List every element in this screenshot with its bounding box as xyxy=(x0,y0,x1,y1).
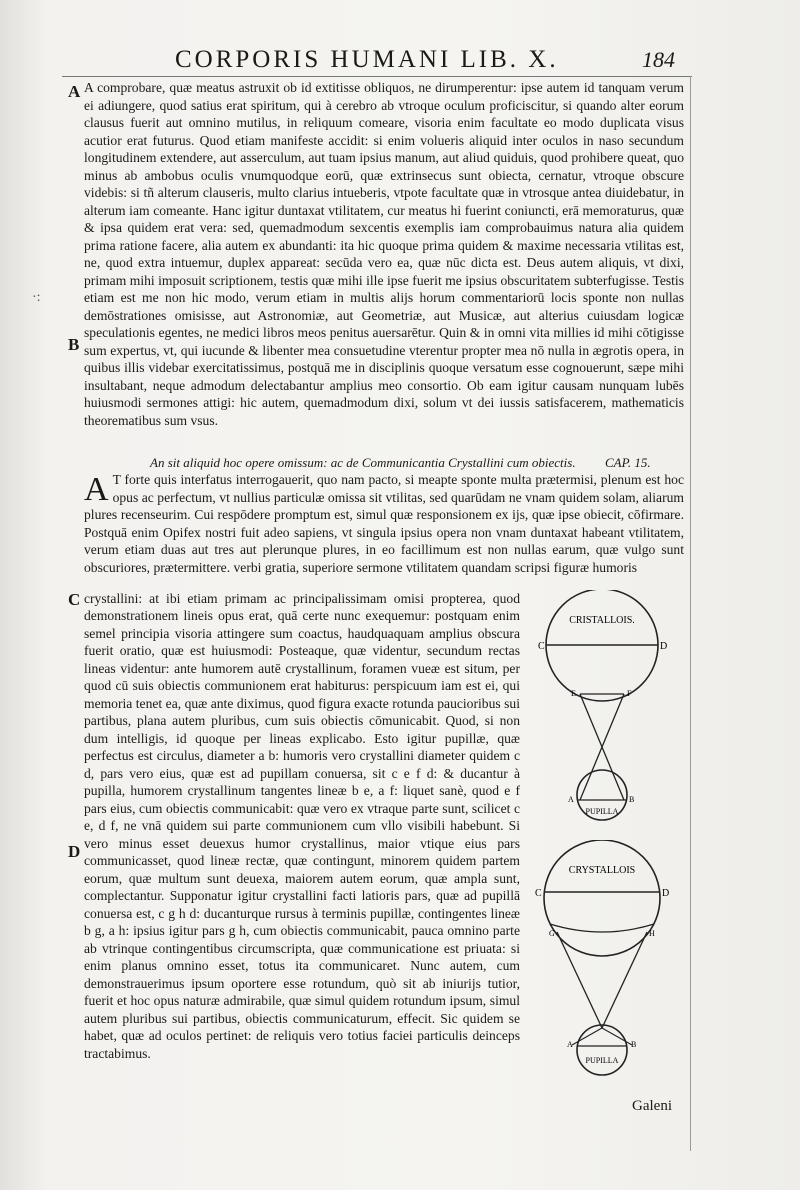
diagram-wide-crystalline xyxy=(535,840,670,1085)
point-d: D xyxy=(662,888,670,899)
point-b: B xyxy=(629,795,635,804)
figure-crystallois-wide xyxy=(535,840,670,1085)
point-c: C xyxy=(538,641,545,652)
main-text-block xyxy=(84,79,684,429)
running-head: CORPORIS HUMANI LIB. X. xyxy=(175,46,559,73)
figure-lower-label: PUPILLA xyxy=(585,1056,619,1065)
margin-letter-d: D xyxy=(68,842,81,861)
chapter-heading xyxy=(150,455,690,471)
point-d: D xyxy=(660,641,668,652)
right-rule xyxy=(690,76,691,1151)
figure-title: CRYSTALLOIS xyxy=(568,865,636,876)
point-a: A xyxy=(568,795,574,804)
drop-cap: A xyxy=(84,471,109,508)
margin-letter-b: B xyxy=(68,335,80,354)
chapter-text-block xyxy=(84,471,684,576)
point-g: G xyxy=(549,929,555,938)
margin-mark: ·: xyxy=(32,290,41,305)
figure-title: CRISTALLOIS. xyxy=(569,615,635,626)
point-f: F xyxy=(627,689,632,698)
catchword: Galeni xyxy=(632,1098,672,1114)
paragraph-3: crystallini: at ibi etiam primam ac principalissimam omisi propterea, quod demonstrationem lineis opus erat, quā certe nunc exequemur: postquam enim semel principia visoria attingere sum coactus, haudquaquam amplius obscura fuerit oratio, quæ est huiusmodi: Posteaque, quæ videntur, secundum rectas lineas videntur: ante humorem autē crystallinum, foramen vueæ est situm, per quod cū suis obiectis communionem erat habiturus: perspicuum iam est ei, qui memoria tenet ea, quæ ante diximus, quod figura exacte rotunda paucioribus sui partibus, plana autem pluribus, cum suis obiectis cōmunicabit. Quod, si non dum intelligis, id quoque per lineas explicabo. Esto igitur pupillæ, quæ perfectus est circulus, diameter a b: humoris vero crystallini diameter quidem c d, pars vero eius, quæ est ad pupillam conuersa, sit c e f d: & ducantur à pupilla, humorem crystallinum tangentes lineæ b e, a f: liquet sanè, quod e f pars eius, cum obiectis communicabit: quæ vero ex vtraque parte sunt, scilicet c e, d f, ne vnā quidem sui parte communionem cum vllo visibili habebunt. Si vero minus esset deuexus humor crystallinus, maior vtique eius pars communicasset, quod lineæ rectæ, quæ contingunt, minorem quidem partem eorum, quæ multum sunt deuexa, maiorem autem eorum, quæ ampla sunt, complectantur. Supponatur igitur crystallini facti latioris pars, quæ ad pupillā conuersa est, c g h d: ducanturque rursus à terminis pupillæ, contingentes lineæ b g, a h: ipsius igitur pars g h, cum obiectis communicabit, pauca omnino parte ab vtrinque contingentibus circumscripta, quæ communicatione est priuata: si enim planus omnino esset, totus ita communicaret. Nunc autem, cum demonstrauerimus ipsum oportere esse rotundum, quò sit ab iniurijs tutior, fuerit et hoc opus naturæ admirabile, quæ simul quidem rotundum ipsum, simul autem pluribus sui partibus, obiectis communicaturum, effecit. Sic quidem se habet, quæ ad oculos pertinet: de reliquis vero totius faciei particulis deinceps tractabimus. xyxy=(84,590,520,1061)
point-a: A xyxy=(567,1040,573,1049)
top-rule xyxy=(62,76,692,77)
paragraph-1: A comprobare, quæ meatus astruxit ob id extitisse obliquos, ne dirumperentur: ipse autem id tanquam verum ei adiungere, quod satius erat spiritum, qui à cerebro ab vtroque oculum proficiscitur, si quando alter eorum clausus fuerit aut omnino mutilus, in reliquum comeare, visoria enim facultate eo modo duplicata visus acutior erat futurus. Quod etiam manifeste accidit: si enim volueris aliquid inter oculos in naso secundum longitudinem extendere, aut asserculum, aut tuam ipsius manum, aut aliud quiduis, quod prohibere queat, quo minus ab ambobus oculis vnumquodque eorū, quæ extrinsecus sunt obiecta, cernatur, vtroque obscure videbis: si tñ alterum clauseris, multo clarius intueberis, vtpote facultate quæ in vtrosque antea diuidebatur, in alterum iam comeante. Hanc igitur duntaxat vtilitatem, cur meatus hi fuerint coniuncti, erā memoraturus, quæ & ipsa quidem erat vera: sed, quemadmodum sexcentis exemplis iam comprobauimus natura alia quidem prima ratione facere, alia autem ex abundanti: ita hic quoque prima quidem & maxime necessaria vtilitas est, ne, quod extra intuemur, duplex appareat: secūda vero ea, quæ nūc dicta est. Deus autem aliquis, vt dixi, primam mihi imposuit scriptionem, testis quæ mihi ille ipse fuerit me ipsius obscuritatem subterfugisse. Testis etiam est me non hic modo, verum etiam in multis alijs horum commentariorū locis sponte non nullas demōstrationes omisisse, aut Astronomiæ, aut Geometriæ, aut Musicæ, aut alterius cuiusdam logicæ speculationis egentes, ne medici libros meos penitus auersarētur. Quin & in omni vita millies id mihi cōtigisse sum expertus, vt, qui iucunde & libenter mea consuetudine vterentur propter mea nō nulla in ægrotis opera, in quibus illis videbar exercitatissimus, postquā me in disciplinis quoque versatum esse cognouerunt, sæpe mihi insultabant, neque admodum delectabantur amplius meo consortio. Ob eam igitur causam nunquam lubēs huiusmodi sermones attigi: hic autem, quemadmodum dixi, solum vt dei iussis satisfacerem, mathematicis theorematibus sum vsus. xyxy=(84,80,684,428)
column-text-block xyxy=(84,576,520,1076)
page-number: 184 xyxy=(642,47,675,72)
paragraph-2: T forte quis interfatus interrogauerit, quo nam pacto, si meapte sponte multa prætermisi, plenum est hoc opus ac perfectum, vt nullius particulæ omissa sit vtilitas, sed quarūdam ne vnam quidem solam, aliarum plures recenseurim. Cui respōdere promptum est, simul quæ responsionem ex ijs, quæ ipse obiecit, cōfirmare. Postquā enim Opifex nostri fuit adeo sapiens, vt singula ipsius opera non vnam duntaxat habeant vtilitatem, verum etiam duas aut tres aut plerunque plures, in eo facillimum est non nullas earum, quæ vulgo sunt obscuriores, prætermittere. verbi gratia, superiore sermone vtilitatem quandam scripsi figuræ humoris xyxy=(84,472,684,575)
point-h: H xyxy=(649,929,655,938)
point-b: B xyxy=(631,1040,637,1049)
margin-letter-c: C xyxy=(68,590,81,609)
point-c: C xyxy=(535,888,542,899)
diagram-narrow-crystalline xyxy=(535,590,670,830)
chapter-number: CAP. 15. xyxy=(605,455,651,470)
point-e: E xyxy=(571,689,576,698)
chapter-title: An sit aliquid hoc opere omissum: ac de Communicantia Crystallini cum obiectis. xyxy=(150,455,576,470)
margin-letter-a: A xyxy=(68,82,81,101)
figure-lower-label: PUPILLA xyxy=(585,807,619,816)
figure-crystallois-narrow xyxy=(535,590,670,830)
